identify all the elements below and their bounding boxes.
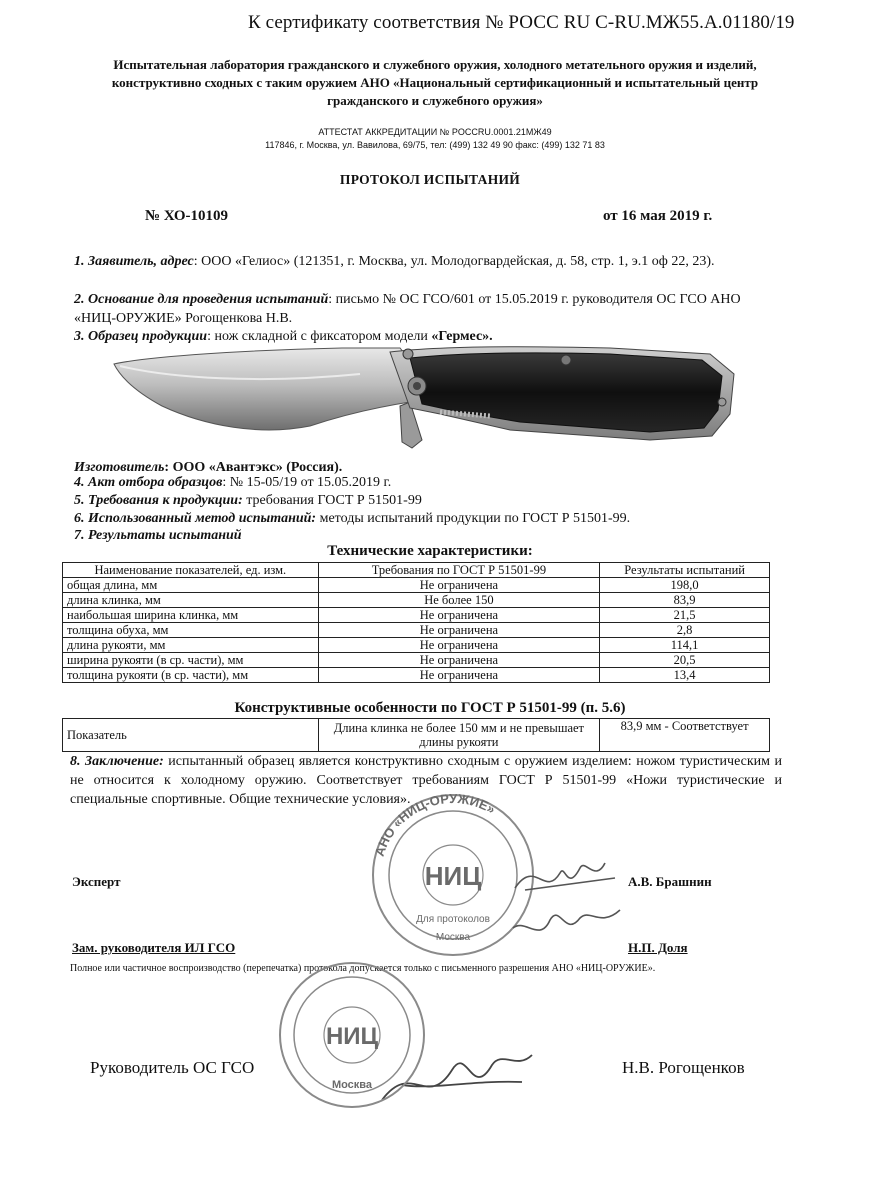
cell-result: 13,4	[600, 668, 770, 683]
cell-result: 83,9 мм - Соответствует	[600, 719, 770, 752]
stamp-seal-lower	[272, 960, 432, 1110]
cell-requirement: Не ограничена	[318, 608, 600, 623]
table-row	[63, 638, 770, 653]
stamp-upper-bottom: Москва	[435, 932, 471, 943]
item-method-text: методы испытаний продукции по ГОСТ Р 51501-99.	[316, 511, 631, 526]
cell-result: 20,5	[600, 653, 770, 668]
tech-table	[62, 562, 770, 683]
cell-requirement: Не ограничена	[318, 638, 600, 653]
cell-indicator: длина рукояти, мм	[63, 638, 319, 653]
item-sampling-act	[74, 473, 779, 492]
item-results-label: 7. Результаты испытаний	[74, 528, 242, 543]
item-basis	[74, 290, 779, 328]
stamp-lower-logo: НИЦ	[325, 1023, 379, 1050]
item-sample-model: «Гермес».	[431, 329, 493, 344]
column-header-requirement: Требования по ГОСТ Р 51501-99	[318, 563, 600, 578]
item-sampling-act-label: 4. Акт отбора образцов	[74, 475, 223, 490]
tech-table-caption: Технические характеристики:	[327, 543, 533, 559]
item-basis-label: 2. Основание для проведения испытаний	[74, 292, 329, 307]
table-row	[63, 719, 770, 752]
cell-indicator: общая длина, мм	[63, 578, 319, 593]
cell-indicator: ширина рукояти (в ср. части), мм	[63, 653, 319, 668]
table-row	[63, 653, 770, 668]
accreditation-number: АТТЕСТАТ АККРЕДИТАЦИИ № POCCRU.0001.21МЖ49	[318, 127, 552, 137]
item-requirements-text: требования ГОСТ Р 51501-99	[242, 493, 422, 508]
conclusion-label: 8. Заключение:	[70, 754, 164, 769]
item-requirements-label: 5. Требования к продукции:	[74, 493, 243, 508]
protocol-date: от 16 мая 2019 г.	[603, 208, 713, 224]
column-header-indicator: Наименование показателей, ед. изм.	[63, 563, 319, 578]
head-role: Руководитель ОС ГСО	[90, 1058, 255, 1077]
protocol-title: ПРОТОКОЛ ИСПЫТАНИЙ	[339, 172, 521, 187]
table-row	[63, 593, 770, 608]
item-applicant-text: : ООО «Гелиос» (121351, г. Москва, ул. Молодогвардейская, д. 58, стр. 1, э.1 оф 22, 23).	[193, 254, 715, 269]
cell-result: 114,1	[600, 638, 770, 653]
cell-indicator: длина клинка, мм	[63, 593, 319, 608]
cell-indicator: толщина рукояти (в ср. части), мм	[63, 668, 319, 683]
stamp-upper-logo: НИЦ	[424, 861, 482, 891]
reproduction-note: Полное или частичное воспроизводство (перепечатка) протокола допускается только с письменного разрешения АНО «НИЦ-ОРУЖИЕ».	[70, 963, 656, 974]
table-row	[63, 578, 770, 593]
item-sample-label: 3. Образец продукции	[74, 329, 208, 344]
table-header-row	[63, 563, 770, 578]
cell-indicator: Показатель	[63, 719, 319, 752]
cell-requirement: Не ограничена	[318, 623, 600, 638]
knife-photo	[110, 344, 742, 456]
stamp-lower-ring: Москва	[331, 1079, 373, 1091]
cell-requirement: Длина клинка не более 150 мм и не превышает длины рукояти	[318, 719, 600, 752]
item-method-label: 6. Использованный метод испытаний:	[74, 511, 317, 526]
table-row	[63, 668, 770, 683]
item-manufacturer-text: : ООО «Авантэкс» (Россия).	[164, 460, 343, 475]
conclusion-text: испытанный образец является конструктивно сходным с оружием изделием: ножом туристическим и не относится к холодному оружию. Соответствует требованиям ГОСТ Р 51501-99 «Ножи туристические и специальные спортивные. Общие технические условия».	[70, 754, 782, 807]
protocol-number: № ХО-10109	[145, 208, 229, 224]
signature-expert	[505, 848, 635, 948]
item-sample-text: : нож складной с фиксатором модели	[207, 329, 432, 344]
item-applicant-label: 1. Заявитель, адрес	[74, 254, 194, 269]
item-manufacturer-label: Изготовитель	[74, 460, 165, 475]
table-row	[63, 608, 770, 623]
cell-result: 2,8	[600, 623, 770, 638]
item-sampling-act-text: : № 15-05/19 от 15.05.2019 г.	[222, 475, 392, 490]
cell-requirement: Не ограничена	[318, 653, 600, 668]
cell-indicator: толщина обуха, мм	[63, 623, 319, 638]
laboratory-name: Испытательная лаборатория гражданского и служебного оружия, холодного метательного оружия и изделий, конструктивно сходных с таким оружием АНО «Национальный сертификационный и испытательный центр гражданского и служебного оружия»	[111, 57, 759, 108]
cell-requirement: Не ограничена	[318, 578, 600, 593]
stamp-upper-ring-text: АНО «НИЦ-ОРУЖИЕ»	[371, 790, 499, 859]
design-table-caption: Конструктивные особенности по ГОСТ Р 51501-99 (п. 5.6)	[234, 700, 626, 716]
table-row	[63, 623, 770, 638]
item-basis-text: : письмо № ОС ГСО/601 от 15.05.2019 г. руководителя ОС ГСО АНО «НИЦ-ОРУЖИЕ» Рогощенкова Н.В.	[74, 292, 741, 326]
item-requirements	[74, 491, 779, 510]
cell-result: 198,0	[600, 578, 770, 593]
laboratory-address: 117846, г. Москва, ул. Вавилова, 69/75, тел: (499) 132 49 90 факс: (499) 132 71 83	[265, 140, 605, 150]
column-header-result: Результаты испытаний	[600, 563, 770, 578]
head-name: Н.В. Рогощенков	[622, 1058, 745, 1077]
item-applicant	[74, 252, 779, 271]
expert-role: Эксперт	[72, 874, 121, 889]
accreditation-block	[70, 126, 800, 152]
design-table	[62, 718, 770, 752]
cell-result: 83,9	[600, 593, 770, 608]
expert-name: А.В. Брашнин	[628, 874, 712, 889]
deputy-role: Зам. руководителя ИЛ ГСО	[72, 940, 236, 955]
cell-result: 21,5	[600, 608, 770, 623]
cell-indicator: наибольшая ширина клинка, мм	[63, 608, 319, 623]
stamp-upper-inner: Для протоколов	[416, 914, 490, 925]
certificate-reference: К сертификату соответствия № РОСС RU C-RU.МЖ55.А.01180/19	[248, 12, 795, 33]
deputy-name: Н.П. Доля	[628, 940, 688, 955]
cell-requirement: Не ограничена	[318, 668, 600, 683]
cell-requirement: Не более 150	[318, 593, 600, 608]
